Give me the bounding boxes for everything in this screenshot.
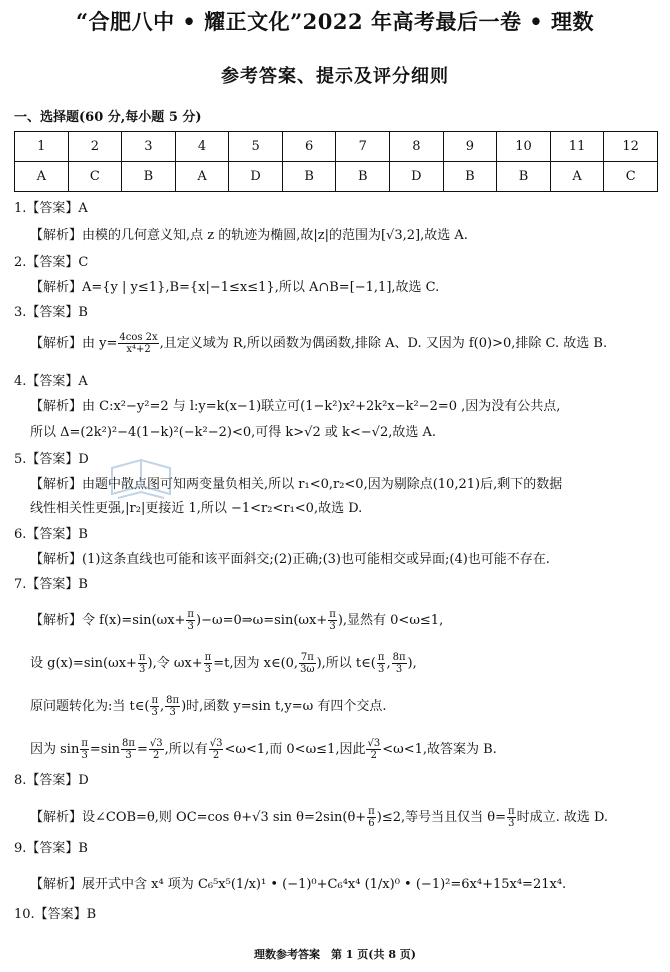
- explanation-line: 【解析】A={y | y≤1},B={x|−1≤x≤1},所以 A∩B=[−1,1],故选 C.: [30, 280, 440, 295]
- explanation-line: [30, 332, 607, 355]
- table-cell: A: [175, 162, 229, 192]
- fraction: [80, 738, 89, 761]
- numerator: π: [204, 652, 212, 663]
- explanation-line: 线性相关性更强,|r₂|更接近 1,所以 −1<r₂<r₁<0,故选 D.: [30, 501, 363, 516]
- explanation-line: [30, 652, 417, 675]
- text-run: 设 g(x)=sin(ωx+: [30, 656, 137, 671]
- fraction: [150, 695, 159, 718]
- table-cell: B: [336, 162, 390, 192]
- denominator: 3: [204, 664, 212, 675]
- denominator: 2: [153, 750, 160, 761]
- explanation-line: 【解析】由 C:x²−y²=2 与 l:y=k(x−1)联立可(1−k²)x²+2k²x−k²−2=0 ,因为没有公共点,: [30, 399, 561, 414]
- text-run: (1/x)¹ • (−1)⁰+C₆⁴x⁴ (1/x)⁰ • (−1)²=6x⁴+15x⁴=21x⁴.: [230, 877, 567, 892]
- answer-line: 3.【答案】B: [14, 305, 88, 320]
- text-run: 【解析】设∠COB=θ,则 OC=cos θ+√3 sin θ=2sin(θ+: [30, 810, 367, 825]
- fraction: [209, 738, 224, 761]
- text-run: ,: [160, 699, 165, 714]
- fraction: [377, 652, 386, 675]
- text-run: 原问题转化为:当 t∈(: [30, 699, 150, 714]
- table-cell: A: [550, 162, 604, 192]
- denominator: 3: [329, 621, 336, 632]
- table-cell: B: [443, 162, 497, 192]
- denominator: 3: [139, 664, 146, 675]
- table-cell: 11: [550, 132, 604, 162]
- answer-line: 7.【答案】B: [14, 577, 88, 592]
- answer-line: 8.【答案】D: [14, 773, 89, 788]
- denominator: 3: [508, 818, 515, 829]
- section-heading: 一、选择题(60 分,每小题 5 分): [14, 110, 202, 125]
- table-cell: 12: [604, 132, 658, 162]
- fraction: [186, 609, 195, 632]
- text-run: ,且定义域为 R,所以函数为偶函数,排除 A、D. 又因为 f(0)>0,排除 C. 故选 B.: [159, 336, 608, 351]
- explanation-line: [30, 695, 386, 718]
- explanation-line: [30, 806, 608, 829]
- fraction: [165, 695, 180, 718]
- explanation-line: 【解析】由模的几何意义知,点 z 的轨迹为椭圆,故|z|的范围为[√3,2],故选 A.: [30, 228, 468, 243]
- answer-line: 9.【答案】B: [14, 841, 88, 856]
- numerator: 7π: [300, 652, 314, 663]
- numerator: √3: [367, 738, 381, 749]
- numerator: √3: [209, 738, 223, 749]
- table-cell: 7: [336, 132, 390, 162]
- text-run: )≤2,等号当且仅当 θ=: [376, 810, 506, 825]
- page-subtitle: 参考答案、提示及评分细则: [221, 66, 449, 87]
- table-cell: D: [390, 162, 444, 192]
- table-cell: D: [229, 162, 283, 192]
- explanation-line: 【解析】(1)这条直线也可能和该平面斜交;(2)正确;(3)也可能相交或异面;(4)也可能不存在.: [30, 552, 550, 567]
- fraction: [392, 652, 407, 675]
- denominator: 3: [169, 707, 176, 718]
- fraction: [118, 332, 158, 355]
- denominator: 3: [377, 664, 385, 675]
- table-cell: C: [68, 162, 122, 192]
- text-run: 【解析】展开式中含 x⁴ 项为 C₆⁵x⁵: [30, 877, 231, 892]
- denominator: 3: [151, 707, 158, 718]
- text-run: ,所以有: [164, 742, 208, 757]
- denominator: 3: [395, 664, 403, 675]
- page-title: “合肥八中 • 耀正文化”2022 年高考最后一卷 • 理数: [75, 9, 594, 34]
- fraction: [204, 652, 213, 675]
- fraction: [149, 738, 164, 761]
- numerator: π: [151, 695, 159, 706]
- fraction: [366, 738, 381, 761]
- table-cell: 4: [175, 132, 229, 162]
- fraction: [299, 652, 316, 675]
- answer-line: 10.【答案】B: [14, 907, 97, 922]
- numerator: π: [368, 806, 375, 817]
- text-run: =: [136, 742, 148, 757]
- numerator: 8π: [392, 652, 406, 663]
- text-run: 因为 sin: [30, 742, 80, 757]
- table-cell: 10: [497, 132, 551, 162]
- numerator: 8π: [122, 738, 135, 749]
- denominator: 3ω: [300, 664, 315, 675]
- text-run: )−ω=0⇒ω=sin: [196, 613, 294, 628]
- denominator: 6: [368, 818, 375, 829]
- table-cell: 5: [229, 132, 283, 162]
- explanation-line: [30, 609, 443, 632]
- denominator: 3: [125, 750, 132, 761]
- text-run: ),显然有 0<ω≤1,: [337, 613, 444, 628]
- explanation-line: 【解析】由题中散点图可知两变量负相关,所以 r₁<0,r₂<0,因为剔除点(10,21)后,剩下的数据: [30, 477, 563, 492]
- text-run: 【解析】由 y=: [30, 336, 118, 351]
- text-run: <ω<1,而 0<ω≤1,因此: [224, 742, 366, 757]
- explanation-line: [30, 738, 497, 761]
- answer-line: 6.【答案】B: [14, 527, 88, 542]
- numerator: π: [507, 806, 515, 817]
- text-run: ,: [386, 656, 391, 671]
- explanation-line: 所以 Δ=(2k²)²−4(1−k)²(−k²−2)<0,可得 k>√2 或 k<−√2,故选 A.: [30, 425, 436, 440]
- table-cell: 2: [68, 132, 122, 162]
- answer-line: 5.【答案】D: [14, 452, 89, 467]
- denominator: x⁴+2: [126, 344, 151, 355]
- table-cell: 8: [390, 132, 444, 162]
- answer-table-answer-row: [15, 162, 658, 192]
- explanation-line: [30, 876, 566, 894]
- text-run: <ω<1,故答案为 B.: [382, 742, 497, 757]
- numerator: 4cos 2x: [119, 332, 158, 343]
- denominator: 3: [187, 621, 194, 632]
- answer-table-number-row: [15, 132, 658, 162]
- fraction: [507, 806, 516, 829]
- table-cell: C: [604, 162, 658, 192]
- numerator: 8π: [166, 695, 180, 706]
- book-watermark-icon: [108, 454, 174, 504]
- denominator: 2: [370, 750, 378, 761]
- table-cell: A: [15, 162, 69, 192]
- numerator: π: [81, 738, 88, 749]
- table-cell: B: [122, 162, 176, 192]
- denominator: 3: [81, 750, 88, 761]
- fraction: [367, 806, 376, 829]
- table-cell: B: [497, 162, 551, 192]
- fraction: [328, 609, 337, 632]
- text-run: (ωx+: [293, 613, 328, 628]
- table-cell: 6: [282, 132, 336, 162]
- text-run: =sin: [89, 742, 121, 757]
- text-run: ),: [407, 656, 417, 671]
- numerator: π: [187, 609, 194, 620]
- numerator: π: [329, 609, 336, 620]
- denominator: 2: [212, 750, 220, 761]
- answer-line: 1.【答案】A: [14, 201, 88, 216]
- fraction: [121, 738, 136, 761]
- answer-line: 4.【答案】A: [14, 374, 88, 389]
- numerator: π: [138, 652, 146, 663]
- numerator: √3: [149, 738, 163, 749]
- text-run: (ωx+: [151, 613, 186, 628]
- numerator: π: [377, 652, 385, 663]
- table-cell: B: [282, 162, 336, 192]
- table-cell: 3: [122, 132, 176, 162]
- text-run: 【解析】令 f(x)=sin: [30, 613, 152, 628]
- text-run: 时成立. 故选 D.: [516, 810, 609, 825]
- table-cell: 9: [443, 132, 497, 162]
- answer-table: [14, 131, 658, 192]
- page-footer: 理数参考答案 第 1 页(共 8 页): [253, 948, 417, 961]
- table-cell: 1: [15, 132, 69, 162]
- fraction: [138, 652, 147, 675]
- text-run: ),令 ωx+: [147, 656, 203, 671]
- text-run: =t,因为 x∈(0,: [213, 656, 299, 671]
- text-run: ),所以 t∈(: [316, 656, 376, 671]
- text-run: )时,函数 y=sin t,y=ω 有四个交点.: [181, 699, 387, 714]
- answer-line: 2.【答案】C: [14, 255, 89, 270]
